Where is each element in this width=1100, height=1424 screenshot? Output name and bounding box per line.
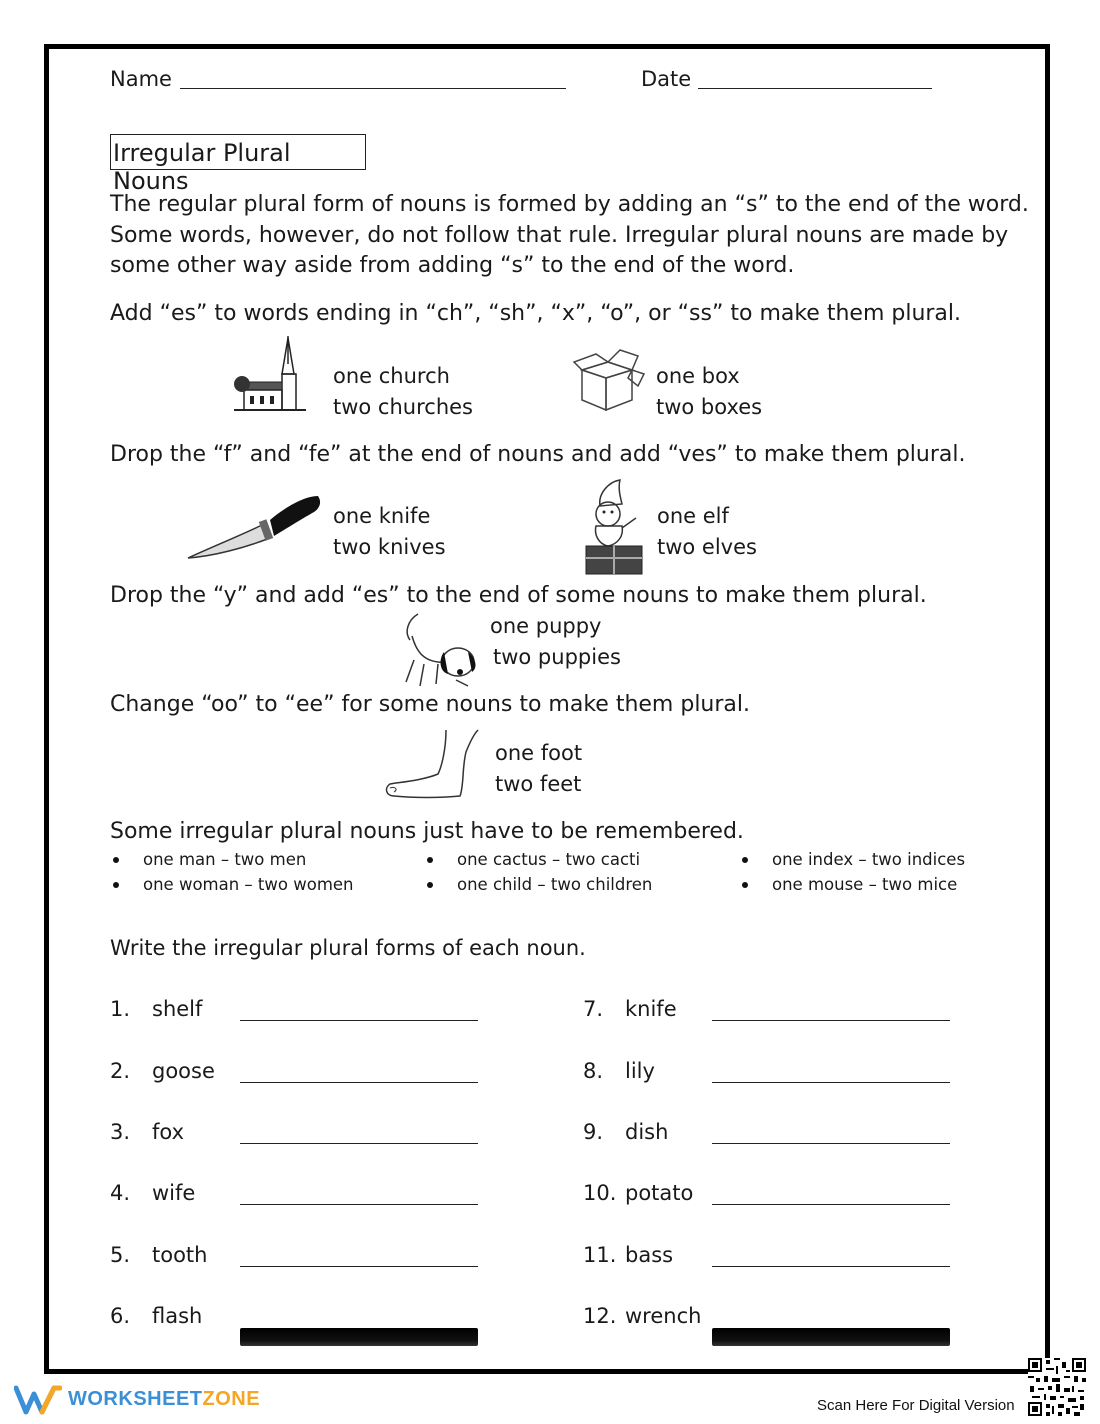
answer-line[interactable] [712, 1143, 950, 1144]
item-word: goose [152, 1059, 215, 1083]
rule-ves: Drop the “f” and “fe” at the end of nouns and add “ves” to make them plural. [110, 442, 966, 467]
item-number: 5. [110, 1243, 131, 1267]
answer-line[interactable] [240, 1266, 478, 1267]
item-word: lily [625, 1059, 655, 1083]
rule-remember: Some irregular plural nouns just have to be remembered. [110, 819, 744, 844]
remember-item: one child – two children [457, 875, 653, 894]
brand-logo[interactable] [68, 1388, 260, 1411]
item-number: 11. [583, 1243, 617, 1267]
rule-oo-ee: Change “oo” to “ee” for some nouns to make them plural. [110, 692, 751, 717]
foot-plural: two feet [495, 772, 582, 796]
rule-es: Add “es” to words ending in “ch”, “sh”, “x”, “o”, or “ss” to make them plural. [110, 301, 962, 326]
item-word: flash [152, 1304, 203, 1328]
item-number: 6. [110, 1304, 131, 1328]
puppy-icon [398, 610, 484, 690]
qr-code-icon[interactable] [1028, 1358, 1086, 1416]
item-number: 8. [583, 1059, 604, 1083]
bullet [113, 882, 119, 888]
page-title: Irregular Plural Nouns [110, 134, 366, 170]
intro-line-3: some other way aside from adding “s” to the end of the word. [110, 253, 795, 278]
item-word: shelf [152, 997, 203, 1021]
item-word: fox [152, 1120, 185, 1144]
remember-item: one woman – two women [143, 875, 354, 894]
bullet [742, 857, 748, 863]
knife-plural: two knives [333, 535, 446, 559]
answer-line[interactable] [240, 1082, 478, 1083]
item-number: 3. [110, 1120, 131, 1144]
item-word: potato [625, 1181, 694, 1205]
box-singular: one box [656, 364, 740, 388]
answer-line[interactable] [712, 1328, 950, 1346]
exercise-instruction: Write the irregular plural forms of each noun. [110, 936, 586, 960]
item-number: 1. [110, 997, 131, 1021]
item-number: 7. [583, 997, 604, 1021]
item-word: knife [625, 997, 677, 1021]
item-number: 4. [110, 1181, 131, 1205]
answer-line[interactable] [712, 1266, 950, 1267]
rule-ies: Drop the “y” and add “es” to the end of some nouns to make them plural. [110, 583, 927, 608]
box-icon [572, 348, 646, 414]
church-singular: one church [333, 364, 450, 388]
elf-icon [578, 478, 648, 578]
date-label: Date [641, 67, 692, 91]
remember-item: one mouse – two mice [772, 875, 958, 894]
answer-line[interactable] [240, 1328, 478, 1346]
knife-icon [184, 490, 324, 562]
item-word: tooth [152, 1243, 208, 1267]
remember-item: one index – two indices [772, 850, 966, 869]
scan-text: Scan Here For Digital Version [817, 1397, 1015, 1414]
elf-singular: one elf [657, 504, 729, 528]
worksheetzone-logo-icon [14, 1384, 62, 1416]
item-number: 2. [110, 1059, 131, 1083]
brand-part-1: WORKSHEET [68, 1388, 203, 1410]
church-icon [230, 334, 310, 414]
box-plural: two boxes [656, 395, 763, 419]
puppy-singular: one puppy [490, 614, 602, 638]
brand-part-2: ZONE [202, 1388, 261, 1410]
remember-item: one man – two men [143, 850, 307, 869]
remember-item: one cactus – two cacti [457, 850, 641, 869]
answer-line[interactable] [240, 1204, 478, 1205]
name-label: Name [110, 67, 172, 91]
item-number: 10. [583, 1181, 617, 1205]
item-number: 9. [583, 1120, 604, 1144]
item-word: wrench [625, 1304, 702, 1328]
intro-line-1: The regular plural form of nouns is formed by adding an “s” to the end of the word. [110, 192, 1029, 217]
answer-line[interactable] [712, 1204, 950, 1205]
answer-line[interactable] [712, 1082, 950, 1083]
item-word: dish [625, 1120, 669, 1144]
bullet [427, 857, 433, 863]
foot-icon [384, 728, 484, 804]
knife-singular: one knife [333, 504, 431, 528]
name-field[interactable] [180, 88, 566, 89]
answer-line[interactable] [712, 1020, 950, 1021]
church-plural: two churches [333, 395, 473, 419]
date-field[interactable] [698, 88, 932, 89]
item-number: 12. [583, 1304, 617, 1328]
foot-singular: one foot [495, 741, 583, 765]
item-word: bass [625, 1243, 674, 1267]
elf-plural: two elves [657, 535, 757, 559]
answer-line[interactable] [240, 1020, 478, 1021]
bullet [742, 882, 748, 888]
bullet [427, 882, 433, 888]
answer-line[interactable] [240, 1143, 478, 1144]
puppy-plural: two puppies [493, 645, 621, 669]
item-word: wife [152, 1181, 196, 1205]
bullet [113, 857, 119, 863]
intro-line-2: Some words, however, do not follow that rule. Irregular plural nouns are made by [110, 223, 1009, 248]
